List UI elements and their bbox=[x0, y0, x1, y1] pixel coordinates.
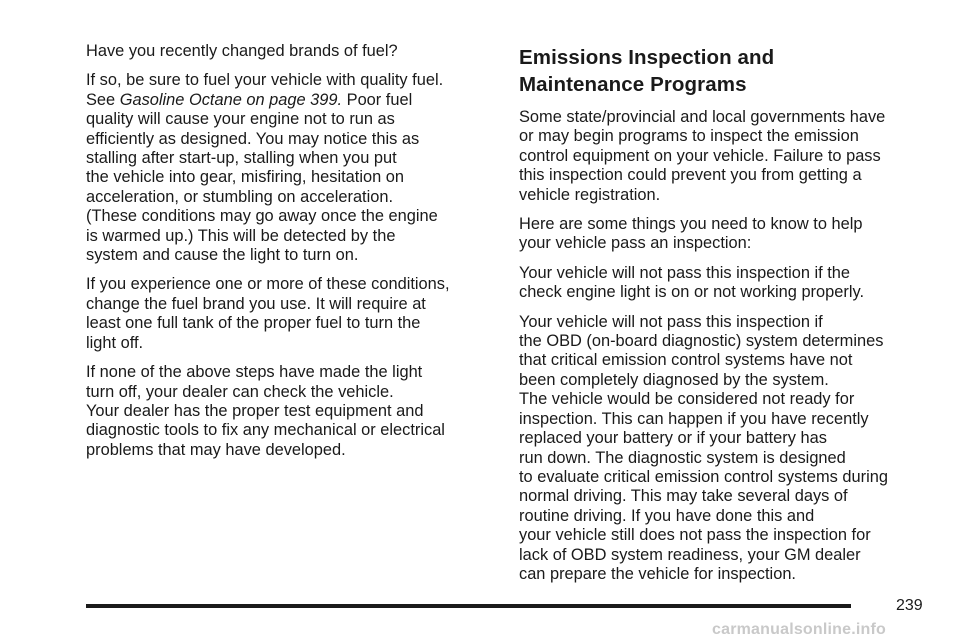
text-line: If so, be sure to fuel your vehicle with quality fuel. bbox=[86, 71, 444, 90]
text-line: Some state/provincial and local governments have bbox=[519, 108, 886, 126]
section-heading bbox=[519, 44, 939, 98]
text-line: Your vehicle will not pass this inspection if the bbox=[519, 263, 851, 282]
text-line: been completely diagnosed by the system. bbox=[519, 370, 829, 389]
paragraph-things-to-know bbox=[519, 215, 939, 254]
text-line: the OBD (on-board diagnostic) system determines bbox=[519, 332, 884, 351]
watermark: carmanualsonline.info bbox=[712, 621, 887, 638]
text-fragment: See bbox=[86, 90, 120, 109]
text-line: your vehicle still does not pass the inspection for bbox=[519, 526, 871, 545]
text-line: replaced your battery or if your battery has bbox=[519, 429, 827, 448]
text-line: to evaluate critical emission control systems during bbox=[519, 467, 888, 486]
text-line: this inspection could prevent you from getting a bbox=[519, 166, 862, 185]
text-line: the vehicle into gear, misfiring, hesitation on bbox=[86, 168, 404, 187]
text-line: The vehicle would be considered not ready for bbox=[519, 390, 855, 409]
text-line: system and cause the light to turn on. bbox=[86, 246, 359, 265]
text-line: run down. The diagnostic system is designed bbox=[519, 448, 846, 467]
text-line: routine driving. If you have done this and bbox=[519, 506, 815, 525]
text-line: If none of the above steps have made the light bbox=[86, 363, 423, 382]
page-number: 239 bbox=[896, 597, 923, 614]
text-line: vehicle registration. bbox=[519, 185, 661, 204]
paragraph-obd-readiness bbox=[519, 313, 939, 585]
text-line: is warmed up.) This will be detected by the bbox=[86, 226, 396, 245]
text-line: normal driving. This may take several days of bbox=[519, 487, 848, 506]
right-column bbox=[519, 44, 939, 594]
text-line: If you experience one or more of these conditions, bbox=[86, 275, 450, 294]
text-line: light off. bbox=[86, 333, 144, 352]
text-line: Your dealer has the proper test equipment and bbox=[86, 401, 424, 420]
text-line: stalling after start-up, stalling when you put bbox=[86, 149, 397, 168]
paragraph-dealer-check bbox=[86, 363, 498, 460]
text-line: or may begin programs to inspect the emission bbox=[519, 127, 859, 146]
heading-line: Maintenance Programs bbox=[519, 73, 747, 96]
paragraph-check-engine-light bbox=[519, 264, 939, 303]
text-line: check engine light is on or not working properly. bbox=[519, 283, 864, 302]
text-line: acceleration, or stumbling on acceleration. bbox=[86, 187, 394, 206]
text-line: least one full tank of the proper fuel to turn the bbox=[86, 314, 421, 333]
text-line: Have you recently changed brands of fuel? bbox=[86, 42, 398, 60]
text-line: turn off, your dealer can check the vehicle. bbox=[86, 382, 394, 401]
text-line: diagnostic tools to fix any mechanical or electrical bbox=[86, 421, 445, 440]
gasoline-octane-reference: Gasoline Octane on page 399. bbox=[119, 90, 343, 109]
text-line: problems that may have developed. bbox=[86, 440, 346, 459]
paragraph-programs-intro bbox=[519, 108, 939, 205]
paragraph-change-brand bbox=[86, 275, 498, 353]
paragraph-fuel-quality bbox=[86, 71, 498, 265]
text-line: efficiently as designed. You may notice this as bbox=[86, 129, 420, 148]
footer-rule bbox=[86, 604, 851, 608]
text-line-with-reference bbox=[86, 91, 498, 110]
text-line: quality will cause your engine not to run as bbox=[86, 110, 395, 129]
heading-line: Emissions Inspection and bbox=[519, 46, 775, 69]
text-line: Here are some things you need to know to help bbox=[519, 215, 863, 234]
text-line: can prepare the vehicle for inspection. bbox=[519, 564, 796, 583]
paragraph-fuel-question bbox=[86, 42, 498, 61]
text-line: lack of OBD system readiness, your GM dealer bbox=[519, 545, 861, 564]
text-line: change the fuel brand you use. It will require at bbox=[86, 294, 426, 313]
text-line: Your vehicle will not pass this inspection if bbox=[519, 312, 823, 331]
text-line: control equipment on your vehicle. Failure to pass bbox=[519, 146, 881, 165]
text-line: (These conditions may go away once the engine bbox=[86, 207, 438, 226]
text-fragment: Poor fuel bbox=[342, 90, 413, 109]
text-line: that critical emission control systems have not bbox=[519, 351, 853, 370]
text-line: inspection. This can happen if you have recently bbox=[519, 409, 869, 428]
left-column bbox=[86, 42, 498, 470]
text-line: your vehicle pass an inspection: bbox=[519, 234, 752, 253]
